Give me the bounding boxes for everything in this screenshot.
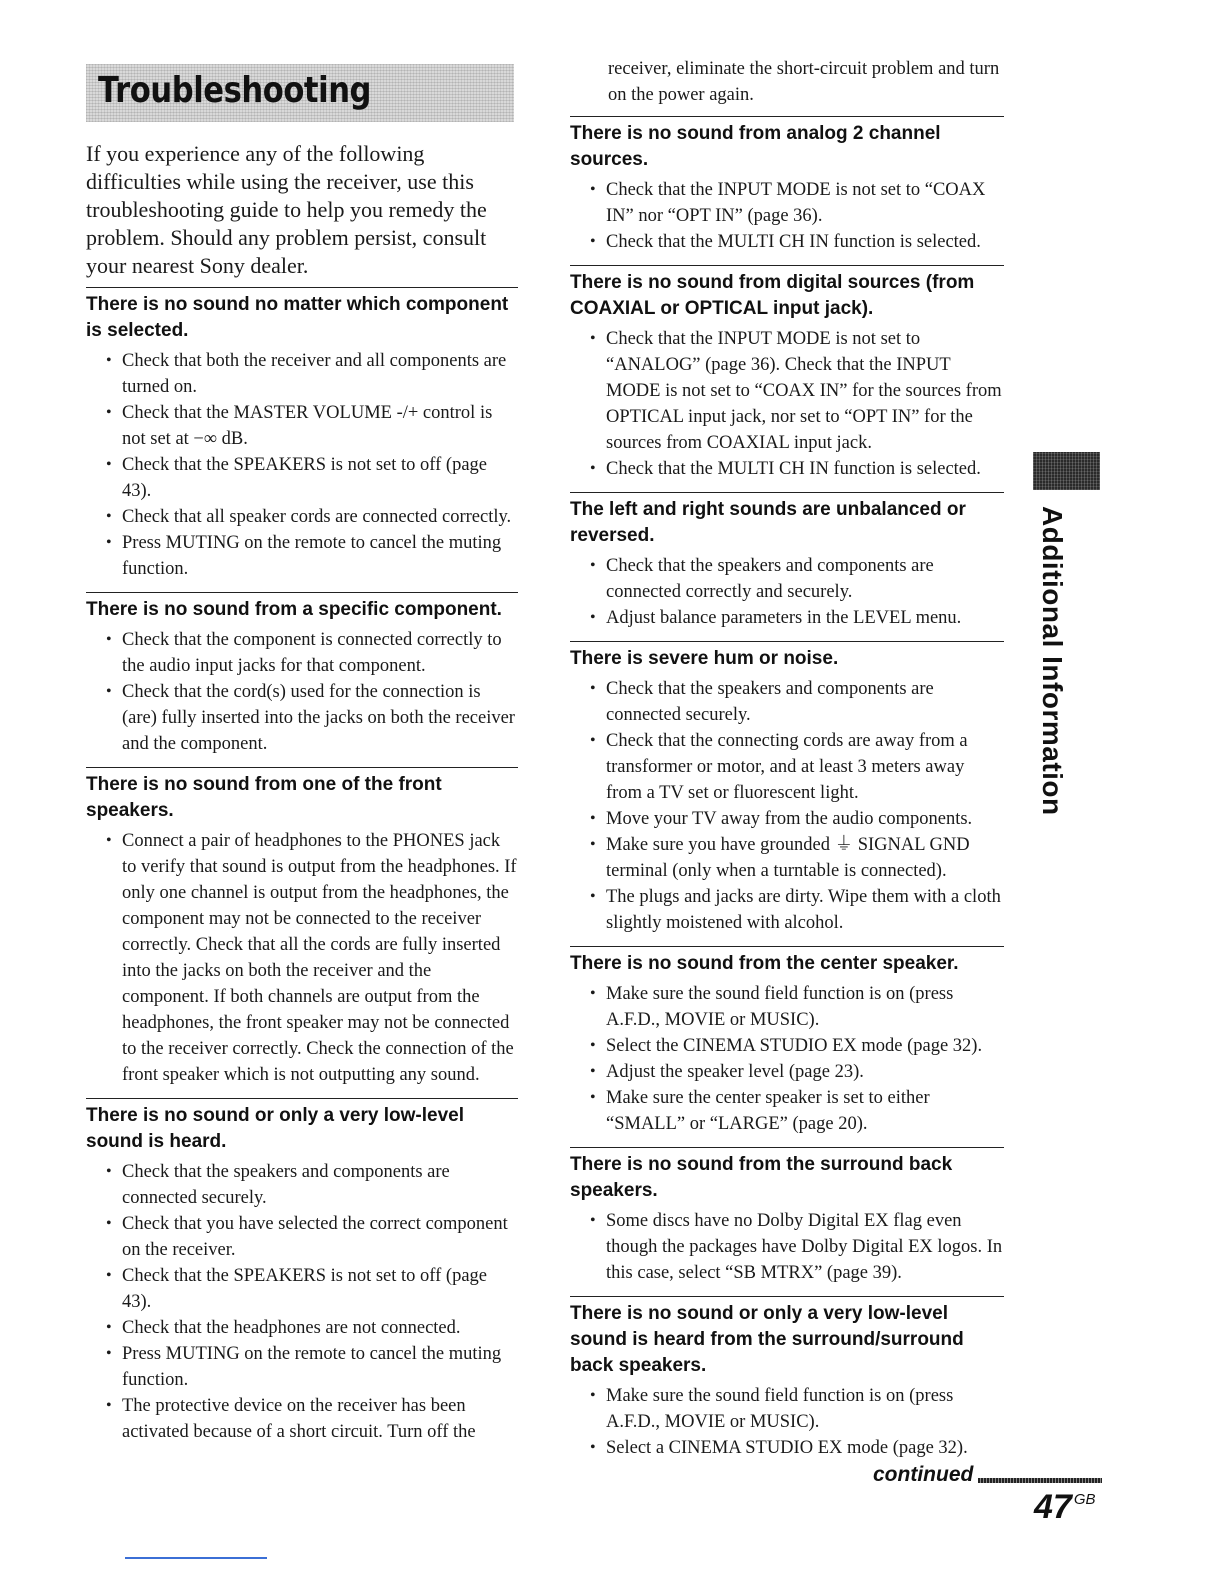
bullet-list [86,627,518,757]
section-heading: There is no sound from digital sources (from COAXIAL or OPTICAL input jack). [570,272,975,319]
troubleshooting-section [86,1098,518,1445]
section-heading: There is no sound from the center speaker. [570,953,959,974]
troubleshooting-section [570,492,1004,631]
section-marker-block [1033,452,1100,490]
bullet-item: • Check that the MASTER VOLUME -/+ control is not set at −∞ dB. [122,400,518,452]
page-title: Troubleshooting [98,70,372,111]
bullet-item: • Check that the connecting cords are away from a transformer or motor, and at least 3 meters away from a TV set or fluorescent light. [606,728,1004,806]
continued-bar [978,1478,1102,1483]
section-heading: There is no sound from the surround back speakers. [570,1154,953,1201]
bullet-item: • Adjust balance parameters in the LEVEL menu. [606,605,1004,631]
troubleshooting-section [86,287,518,582]
bullet-list [570,981,1004,1137]
troubleshooting-section [570,116,1004,255]
section-heading: There is no sound no matter which component is selected. [86,294,509,341]
bullet-item: • Check that all speaker cords are connected correctly. [122,504,518,530]
section-heading: There is no sound or only a very low-level sound is heard. [86,1105,464,1152]
section-heading: There is no sound or only a very low-level sound is heard from the surround/surround back speakers. [570,1303,964,1376]
page-number-value: 47 [1034,1488,1072,1526]
side-tab-label: Additional Information [1037,506,1068,816]
bullet-list [570,676,1004,936]
right-column [570,56,1004,1471]
bullet-item: • The plugs and jacks are dirty. Wipe them with a cloth slightly moistened with alcohol. [606,884,1004,936]
bullet-item: • Check that the INPUT MODE is not set to “COAX IN” nor “OPT IN” (page 36). [606,177,1004,229]
bullet-item: • Check that the speakers and components are connected securely. [606,676,1004,728]
bullet-item: • Select a CINEMA STUDIO EX mode (page 32). [606,1435,1004,1461]
troubleshooting-section [86,592,518,757]
bullet-list [570,1208,1004,1286]
bullet-item: • Make sure you have grounded ⏚ SIGNAL GND terminal (only when a turntable is connected). [606,832,1004,884]
left-column [86,287,518,1455]
bullet-item: • Select the CINEMA STUDIO EX mode (page 32). [606,1033,1004,1059]
bullet-item: • Check that the SPEAKERS is not set to off (page 43). [122,1263,518,1315]
bullet-list [570,326,1004,482]
bullet-item: • Check that both the receiver and all components are turned on. [122,348,518,400]
bullet-item: • Check that the speakers and components are connected correctly and securely. [606,553,1004,605]
section-heading: There is severe hum or noise. [570,648,839,669]
bullet-item: • Check that the headphones are not connected. [122,1315,518,1341]
bullet-item: • Check that the MULTI CH IN function is selected. [606,229,1004,255]
bullet-list [86,1159,518,1445]
section-heading: There is no sound from a specific component. [86,599,502,620]
bullet-item: • Make sure the sound field function is on (press A.F.D., MOVIE or MUSIC). [606,1383,1004,1435]
page-number [1034,1488,1096,1527]
bullet-list [570,1383,1004,1461]
bullet-item: • Check that the component is connected correctly to the audio input jacks for that component. [122,627,518,679]
bullet-item: • Some discs have no Dolby Digital EX flag even though the packages have Dolby Digital EX logos. In this case, select “SB MTRX” (page 39). [606,1208,1004,1286]
bullet-list [570,177,1004,255]
bullet-list [570,553,1004,631]
bullet-item: • Check that the INPUT MODE is not set to “ANALOG” (page 36). Check that the INPUT MODE is not set to “COAX IN” for the sources from OPTICAL input jack, nor set to “OPT IN” for the sources from COAXIAL input jack. [606,326,1004,456]
continued-label: continued [873,1463,974,1486]
bullet-item: • Check that the SPEAKERS is not set to off (page 43). [122,452,518,504]
troubleshooting-section [570,1296,1004,1461]
bullet-item: • Press MUTING on the remote to cancel the muting function. [122,530,518,582]
section-heading: The left and right sounds are unbalanced or reversed. [570,499,966,546]
bullet-item: • Check that the MULTI CH IN function is selected. [606,456,1004,482]
bullet-item: • Move your TV away from the audio components. [606,806,1004,832]
troubleshooting-section [570,1147,1004,1286]
bullet-list [86,828,518,1088]
troubleshooting-section [86,767,518,1088]
bullet-item: • Check that the speakers and components are connected securely. [122,1159,518,1211]
bullet-item: • Make sure the sound field function is on (press A.F.D., MOVIE or MUSIC). [606,981,1004,1033]
troubleshooting-section [570,641,1004,936]
intro-paragraph: If you experience any of the following difficulties while using the receiver, use this troubleshooting guide to help you remedy the problem. Should any problem persist, consult your nearest Sony dealer. [86,141,487,278]
bullet-list [86,348,518,582]
bullet-item: • Press MUTING on the remote to cancel the muting function. [122,1341,518,1393]
bullet-item: • Adjust the speaker level (page 23). [606,1059,1004,1085]
section-heading: There is no sound from one of the front speakers. [86,774,442,821]
section-heading: There is no sound from analog 2 channel sources. [570,123,941,170]
page-number-suffix: GB [1073,1491,1096,1508]
bullet-item: • Make sure the center speaker is set to either “SMALL” or “LARGE” (page 20). [606,1085,1004,1137]
bullet-item: • The protective device on the receiver has been activated because of a short circuit. Turn off the [122,1393,518,1445]
continuation-text: receiver, eliminate the short-circuit problem and turn on the power again. [608,59,1000,105]
bullet-item: • Check that the cord(s) used for the connection is (are) fully inserted into the jacks on both the receiver and the component. [122,679,518,757]
troubleshooting-section [570,265,1004,482]
bullet-item: • Connect a pair of headphones to the PHONES jack to verify that sound is output from the headphones. If only one channel is output from the headphones, the component may not be connected to the receiver correctly. Check that all the cords are fully inserted into the jacks on both the receiver and the component. If both channels are output from the headphones, the front speaker may not be connected to the receiver correctly. Check the connection of the front speaker which is not outputting any sound. [122,828,518,1088]
bullet-item: • Check that you have selected the correct component on the receiver. [122,1211,518,1263]
troubleshooting-section [570,946,1004,1137]
bottom-rule [125,1557,267,1559]
title-banner [86,64,514,122]
